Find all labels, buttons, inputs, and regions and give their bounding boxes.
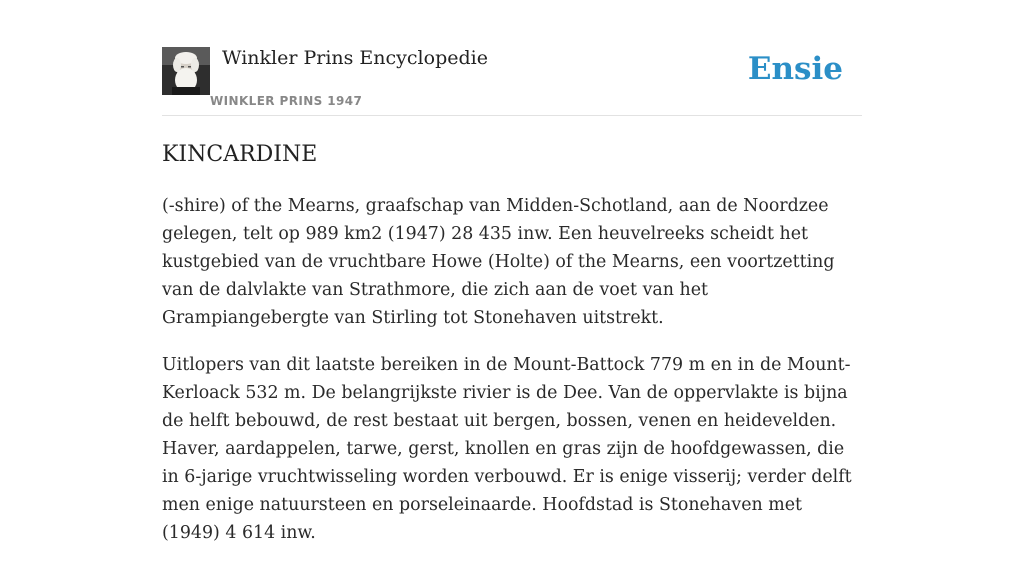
article-paragraph-2: Uitlopers van dit laatste bereiken in de Mount-Battock 779 m en in de Mount-Kerloack 532 m. De belangrijkste rivier is de Dee. Van de oppervlakte is bijna de helft bebouwd, de rest bestaat uit bergen, bossen, venen en heidevelden. Haver, aardappelen, tarwe, gerst, knollen en gras zijn de hoofdgewassen, die in 6-jarige vruchtwisseling worden verbouwd. Er is enige visserij; verder delft men enige natuursteen en porseleinaarde. Hoofdstad is Stonehaven met (1949) 4 614 inw.: [162, 355, 852, 543]
header: [162, 0, 862, 116]
content-container: [162, 0, 862, 543]
source-title[interactable]: Winkler Prins Encyclopedie: [222, 47, 488, 69]
source-subtitle[interactable]: WINKLER PRINS 1947: [210, 94, 363, 108]
article-body: [162, 192, 862, 566]
article-headword: KINCARDINE: [162, 142, 318, 167]
article-paragraph-1: (-shire) of the Mearns, graafschap van Midden-Schotland, aan de Noordzee gelegen, telt op 989 km2 (1947) 28 435 inw. Een heuvelreeks scheidt het kustgebied van de vruchtbare Howe (Holte) of the Mearns, een voortzetting van de dalvlakte van Strathmore, die zich aan de voet van het Grampiangebergte van Stirling tot Stonehaven uitstrekt.: [162, 196, 835, 328]
ensie-logo[interactable]: Ensie: [747, 51, 843, 87]
portrait-avatar-icon[interactable]: [162, 47, 210, 95]
